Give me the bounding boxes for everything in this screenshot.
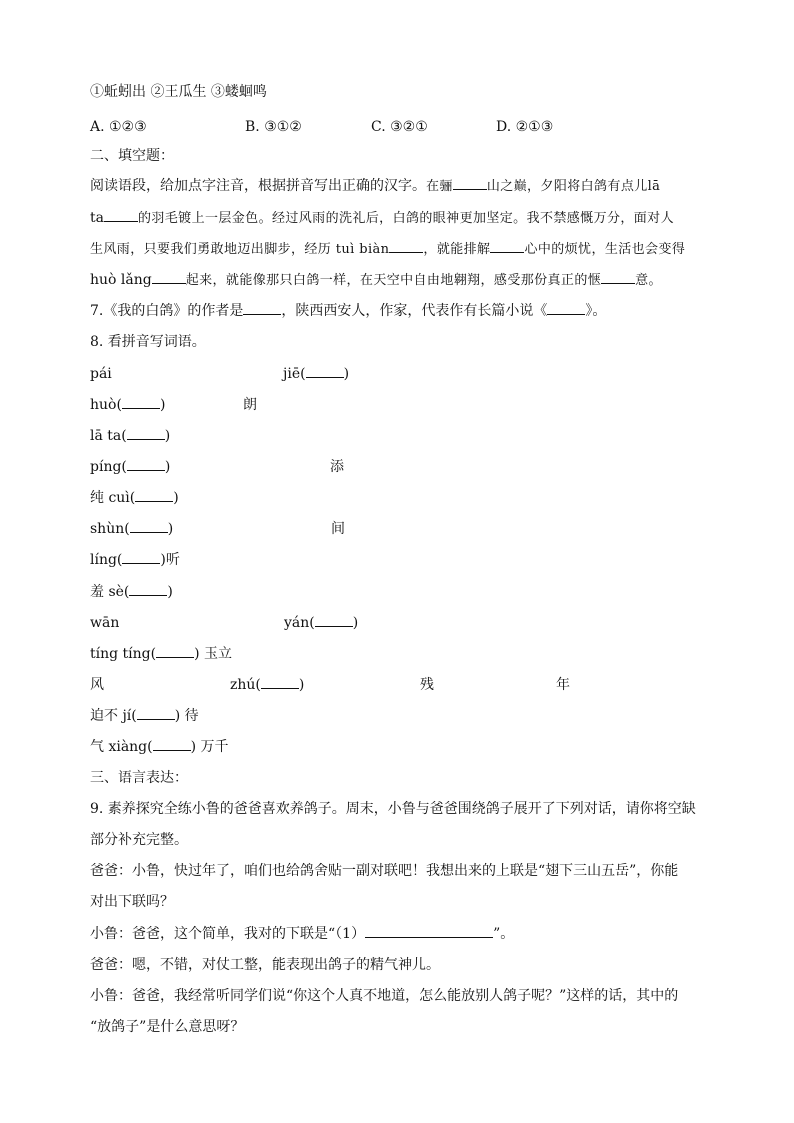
passage-line-1: 阅读语段，给加点字注音，根据拼音写出正确的汉字。在骊 山之巅，夕阳将白鸽有点儿lā — [90, 178, 661, 194]
pinyin-zhu: zhú( ) — [230, 677, 305, 693]
pinyin-yan: yán( ) — [284, 615, 359, 631]
blank — [243, 302, 281, 315]
q9-line-2: 部分补充完整。 — [90, 832, 188, 848]
blank — [547, 302, 585, 315]
q9-line-8: “放鸽子”是什么意思呀？ — [90, 1019, 245, 1035]
pinyin-shun: shùn( ) — [90, 521, 174, 537]
pinyin-xiang: 气 xiàng( ) 万千 — [90, 739, 229, 755]
char-can: 残 — [420, 677, 434, 693]
q9-line-4: 对出下联吗？ — [90, 894, 174, 910]
pinyin-ji: 迫不 jí( ) 待 — [90, 708, 199, 724]
pinyin-lata: lā ta( ) — [90, 428, 171, 444]
passage-line-4: huò lǎng 起来，就能像那只白鸽一样，在天空中自由地翱翔，感受那份真正的惬 意。 — [90, 272, 662, 288]
q9-line-3: 爸爸：小鲁，快过年了，咱们也给鸽舍贴一副对联吧！我想出来的上联是“翅下三山五岳”，你能 — [90, 863, 679, 879]
char-nian: 年 — [556, 677, 570, 693]
section-heading-3: 三、语言表达： — [90, 770, 188, 786]
question-7: 7.《我的白鸽》的作者是 ，陕西西安人，作家，代表作有长篇小说《 》。 — [90, 303, 607, 319]
pinyin-huo: huò( ) — [90, 397, 166, 413]
char-feng: 风 — [90, 677, 104, 693]
q9-line-1: 9. 素养探究全练小鲁的爸爸喜欢养鸽子。周末，小鲁与爸爸围绕鸽子展开了下列对话，请你将空缺 — [90, 801, 696, 817]
q9-line-6: 爸爸：嗯，不错，对仗工整，能表现出鸽子的精气神儿。 — [90, 957, 440, 973]
answer-blank — [365, 925, 493, 938]
pinyin-tingting: tíng tíng( ) 玉立 — [90, 646, 232, 662]
blank — [104, 209, 138, 222]
pinyin-wan: wān — [90, 615, 120, 631]
choice-a: A. ①②③ — [90, 119, 147, 135]
choice-c: C. ③②① — [371, 119, 428, 135]
pinyin-jie: jiē( ) — [283, 366, 350, 382]
choice-b: B. ③①② — [245, 119, 302, 135]
char-lang: 朗 — [243, 397, 257, 413]
choice-d: D. ②①③ — [496, 119, 554, 135]
q9-line-7: 小鲁：爸爸，我经常听同学们说“你这个人真不地道，怎么能放别人鸽子呢？”这样的话，其中的 — [90, 988, 679, 1004]
blank — [601, 271, 635, 284]
q9-line-5: 小鲁：爸爸，这个简单，我对的下联是“（1） ”。 — [90, 926, 515, 942]
blank — [453, 177, 487, 190]
blank — [490, 240, 524, 253]
blank — [152, 271, 186, 284]
pinyin-ling: líng( )听 — [90, 552, 180, 568]
char-jian: 间 — [331, 521, 345, 537]
question-items-line: ①蚯蚓出 ②王瓜生 ③蝼蛔鸣 — [90, 84, 267, 100]
passage-line-3: 生风雨，只要我们勇敢地迈出脚步，经历 tuì biàn ，就能排解 心中的烦忧，生活也会变得 — [90, 242, 686, 257]
char-tian: 添 — [330, 459, 344, 475]
pinyin-pai: pái — [90, 366, 112, 382]
question-8: 8. 看拼音写词语。 — [90, 334, 206, 350]
pinyin-cui: 纯 cuì( ) — [90, 490, 179, 506]
pinyin-se: 羞 sè( ) — [90, 584, 173, 600]
blank — [389, 240, 423, 253]
section-heading-2: 二、填空题： — [90, 148, 174, 164]
pinyin-ping: píng( ) — [90, 459, 171, 475]
passage-line-2: ta 的羽毛镀上一层金色。经过风雨的洗礼后，白鸽的眼神更加坚定。我不禁感慨万分，面对人 — [90, 210, 674, 226]
